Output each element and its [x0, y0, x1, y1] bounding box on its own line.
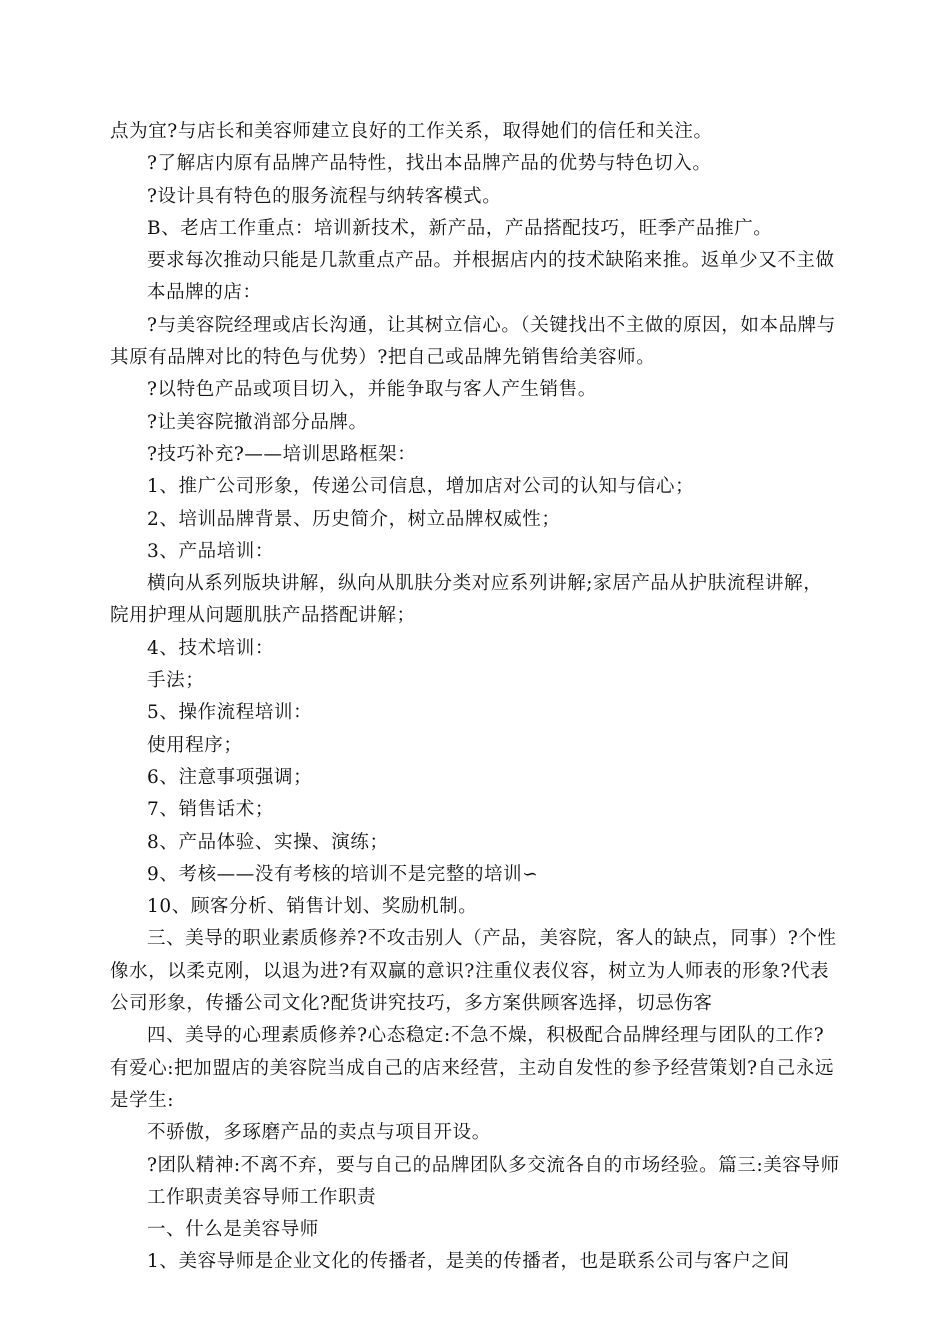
paragraph: ?技巧补充?——培训思路框架： [147, 443, 417, 465]
paragraph: ?了解店内原有品牌产品特性，找出本品牌产品的优势与特色切入。 [147, 153, 712, 175]
paragraph: 1、美容导师是企业文化的传播者，是美的传播者，也是联系公司与客户之间 [147, 1251, 790, 1273]
paragraph: ?以特色产品或项目切入，并能争取与客人产生销售。 [147, 379, 597, 401]
paragraph: B、老店工作重点：培训新技术，新产品，产品搭配技巧，旺季产品推广。 [147, 217, 773, 239]
paragraph: 一、什么是美容导师 [147, 1219, 319, 1241]
paragraph: ?让美容院撤消部分品牌。 [147, 411, 368, 433]
paragraph: 横向从系列版块讲解，纵向从肌肤分类对应系列讲解;家居产品从护肤流程讲解，院用护理从问题肌肤产品搭配讲解； [110, 573, 823, 627]
paragraph: 5、操作流程培训： [147, 702, 313, 724]
paragraph: 手法； [147, 670, 205, 692]
paragraph: ?设计具有特色的服务流程与纳转客模式。 [147, 185, 502, 207]
paragraph: 不骄傲，多琢磨产品的卖点与项目开设。 [147, 1122, 491, 1144]
paragraph: 8、产品体验、实操、演练； [147, 831, 389, 853]
paragraph: 10、顾客分析、销售计划、奖励机制。 [147, 896, 478, 918]
paragraph: 9、考核——没有考核的培训不是完整的培训∽ [147, 863, 539, 885]
paragraph: ?团队精神:不离不弃，要与自己的品牌团队多交流各自的市场经验。篇三:美容导师工作职责美容导师工作职责 [147, 1154, 840, 1208]
paragraph: 6、注意事项强调； [147, 766, 313, 788]
paragraph: 三、美导的职业素质修养?不攻击别人（产品，美容院，客人的缺点，同事）?个性像水，以柔克刚，以退为进?有双赢的意识?注重仪表仪容，树立为人师表的形象?代表公司形象，传播公司文化?配货讲究技巧，多方案供顾客选择，切忌伤客 [110, 928, 837, 1015]
paragraph: 使用程序； [147, 734, 243, 756]
paragraph: 7、销售话术； [147, 799, 274, 821]
paragraph: ?与美容院经理或店长沟通，让其树立信心。（关键找出不主做的原因，如本品牌与其原有品牌对比的特色与优势）?把自己或品牌先销售给美容师。 [110, 314, 836, 369]
paragraph: 点为宜?与店长和美容师建立良好的工作关系，取得她们的信任和关注。 [110, 121, 713, 142]
paragraph: 4、技术培训： [147, 637, 274, 659]
paragraph: 1、推广公司形象，传递公司信息，增加店对公司的认知与信心； [147, 476, 695, 498]
document-body [110, 116, 840, 1279]
paragraph: 四、美导的心理素质修养?心态稳定:不急不燥，积极配合品牌经理与团队的工作?有爱心:把加盟店的美容院当成自己的店来经营，主动自发性的参予经营策划?自己永远是学生: [110, 1025, 835, 1111]
paragraph: 3、产品培训： [147, 540, 274, 562]
paragraph: 要求每次推动只能是几款重点产品。并根据店内的技术缺陷来推。返单少又不主做本品牌的店： [147, 250, 835, 304]
paragraph: 2、培训品牌背景、历史简介，树立品牌权威性； [147, 508, 561, 530]
